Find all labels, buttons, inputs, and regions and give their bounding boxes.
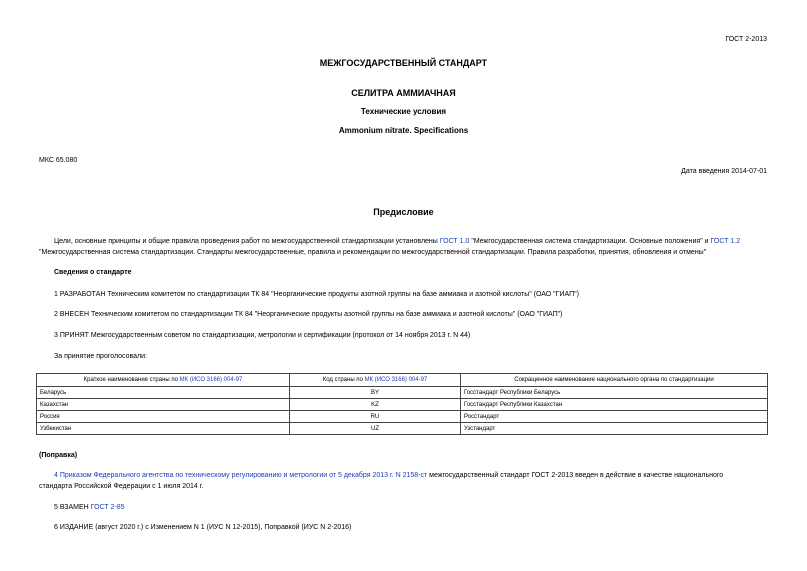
gost-1-2-link[interactable]: ГОСТ 1.2 [710,238,741,245]
foreword-text: Цели, основные принципы и общие правила проведения работ по межгосударственной стандартизации установлены [54,238,440,245]
amendment-item-4-line2: стандарта Российской Федерации с 1 июля 2014 г. [39,483,204,490]
body-cell: Госстандарт Республики Беларусь [461,387,768,399]
standard-type-heading: МЕЖГОСУДАРСТВЕННЫЙ СТАНДАРТ [319,58,488,68]
mks-code: МКС 65.080 [39,157,78,164]
header-country-name [37,374,290,387]
foreword-paragraph-line1 [54,236,740,247]
country-cell: Узбекистан [37,423,290,435]
body-cell: Узстандарт [461,423,768,435]
subtitle-ru: Технические условия [360,107,447,116]
item-4-number: 4 [54,472,60,479]
code-cell: KZ [290,399,461,411]
info-item-3: 3 ПРИНЯТ Межгосударственным советом по стандартизации, метрологии и сертификации (протокол от 14 ноября 2013 г. N 44) [54,332,471,339]
countries-table [36,373,768,435]
info-item-1: 1 РАЗРАБОТАН Техническим комитетом по стандартизации ТК 84 "Неорганические продукты азотной группы на базе аммиака и азотной кислоты" (ОАО "ГИАП") [54,291,579,298]
table-row [37,387,768,399]
mk-iso-link-2[interactable]: МК (ИСО 3166) 004-97 [364,377,428,383]
voted-label: За принятие проголосовали: [54,353,147,360]
body-cell: Госстандарт Республики Казахстан [461,399,768,411]
amendment-item-6: 6 ИЗДАНИЕ (август 2020 г.) с Изменением N 1 (ИУС N 12-2015), Поправкой (ИУС N 2-2016) [54,524,352,531]
amendment-item-4-line1 [54,470,723,481]
gost-2-85-link[interactable]: ГОСТ 2-85 [90,504,125,511]
header-code-text: Код страны по [322,377,365,383]
code-cell: UZ [290,423,461,435]
code-cell: BY [290,387,461,399]
table-row [37,423,768,435]
amendment-item-5 [54,502,125,513]
header-standards-body: Сокращенное наименование национального органа по стандартизации [461,374,768,387]
amendment-label: (Поправка) [39,452,78,459]
table-header-row [37,374,768,387]
body-cell: Росстандарт [461,411,768,423]
header-country-code [290,374,461,387]
foreword-text-mid: "Межгосударственная система стандартизации. Основные положения" и [469,238,711,245]
country-cell: Казахстан [37,399,290,411]
table-row [37,411,768,423]
country-cell: Россия [37,411,290,423]
gost-1-0-link[interactable]: ГОСТ 1.0 [439,238,470,245]
product-title: СЕЛИТРА АММИАЧНАЯ [351,88,456,98]
foreword-heading: Предисловие [373,207,434,217]
table-row [37,399,768,411]
code-cell: RU [290,411,461,423]
document-number: ГОСТ 2-2013 [725,36,767,43]
subtitle-en: Ammonium nitrate. Specifications [338,126,469,135]
standard-info-heading: Сведения о стандарте [54,269,132,276]
mk-iso-link-1[interactable]: МК (ИСО 3166) 004-97 [179,377,243,383]
item-4-text: межгосударственный стандарт ГОСТ 2-2013 введен в действие в качестве национального [427,472,724,479]
header-country-text: Краткое наименование страны по [83,377,180,383]
info-item-2: 2 ВНЕСЕН Техническим комитетом по стандартизации ТК 84 "Неорганические продукты азотной группы на базе аммиака и азотной кислоты" (ОАО "ГИАП") [54,311,563,318]
rosstandart-order-link[interactable]: Приказом Федерального агентства по техническому регулированию и метрологии от 5 декабря 2013 г. N 2158-ст [59,472,428,479]
introduction-date: Дата введения 2014-07-01 [681,168,767,175]
country-cell: Беларусь [37,387,290,399]
item-5-text: 5 ВЗАМЕН [54,504,91,511]
foreword-paragraph-line2: "Межгосударственная система стандартизации. Стандарты межгосударственные, правила и рекомендации по межгосударственной стандартизации. Правила разработки, принятия, обновления и отмены" [39,249,707,256]
